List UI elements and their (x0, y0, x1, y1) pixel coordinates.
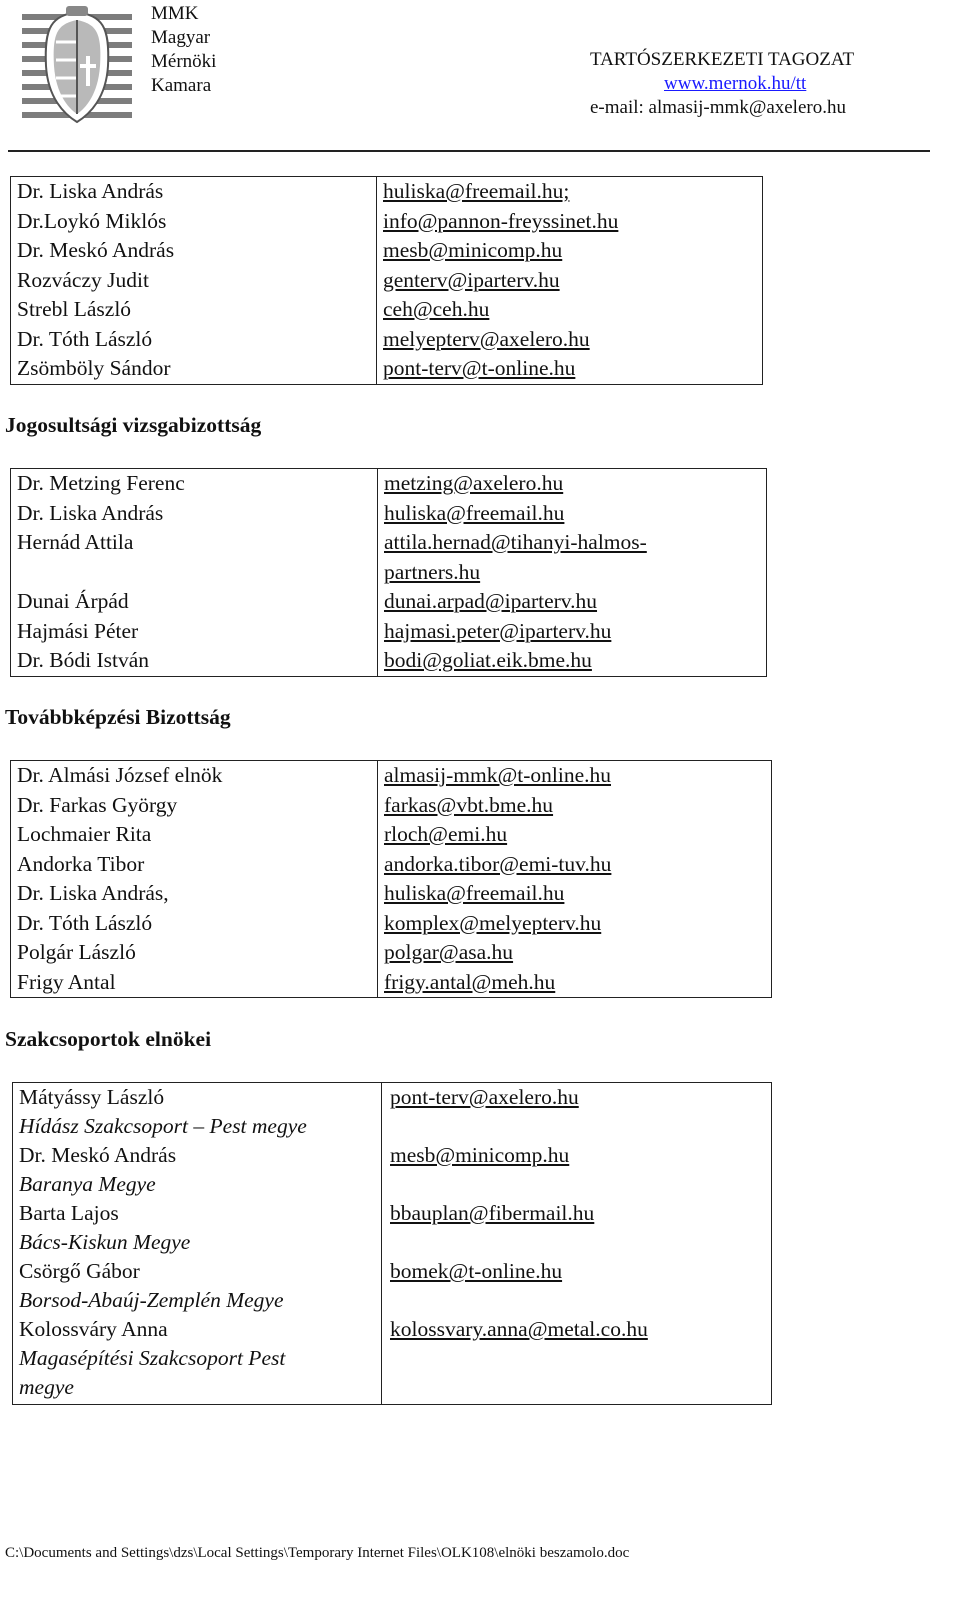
header-email: e-mail: almasij-mmk@axelero.hu (590, 97, 846, 118)
member-email[interactable]: info@pannon-freyssinet.hu (383, 208, 619, 233)
section-heading-exam-committee: Jogosultsági vizsgabizottság (5, 413, 262, 437)
chair-entry (19, 1141, 381, 1199)
chair-name: Barta Lajos (19, 1201, 119, 1225)
chair-entry (19, 1199, 381, 1257)
chair-email[interactable]: bbauplan@fibermail.hu (390, 1201, 595, 1225)
org-line: Kamara (151, 75, 212, 96)
org-name (151, 2, 216, 98)
chair-entry (19, 1257, 381, 1315)
member-name: Dr. Liska András, (17, 881, 169, 905)
member-name: Dunai Árpád (17, 589, 129, 613)
chair-name: Mátyássy László (19, 1085, 165, 1109)
member-name: Dr. Farkas György (17, 792, 178, 817)
member-name: Dr. Almási József elnök (17, 763, 223, 787)
member-name: Polgár László (17, 940, 136, 964)
member-name: Strebl László (17, 297, 132, 321)
exam-committee-table (10, 468, 767, 677)
member-name: Frigy Antal (17, 969, 116, 994)
member-email[interactable]: polgar@asa.hu (384, 940, 514, 964)
member-email[interactable]: attila.hernad@tihanyi-halmos- (384, 530, 647, 554)
names-cell (11, 761, 378, 998)
member-name: Rozváczy Judit (17, 267, 149, 292)
emails-cell (378, 761, 772, 998)
names-cell (11, 177, 377, 385)
member-name: Hernád Attila (17, 530, 134, 554)
chair-name: Dr. Meskó András (19, 1143, 177, 1167)
member-email[interactable]: dunai.arpad@iparterv.hu (384, 589, 598, 613)
member-email[interactable]: farkas@vbt.bme.hu (384, 792, 554, 817)
chair-name: Csörgő Gábor (19, 1259, 140, 1283)
member-name: Dr.Loykó Miklós (17, 208, 167, 233)
member-name: Dr. Liska András (17, 179, 164, 203)
chair-group: Borsod-Abaúj-Zemplén Megye (19, 1288, 284, 1312)
mmk-logo (22, 6, 132, 126)
chair-group: Bács-Kiskun Megye (19, 1230, 191, 1254)
chairs-cell (13, 1083, 382, 1405)
website-link[interactable]: www.mernok.hu/tt (664, 73, 807, 94)
member-name: Dr. Bódi István (17, 648, 149, 672)
member-email[interactable]: melyepterv@axelero.hu (383, 326, 590, 351)
section-header (590, 48, 854, 120)
member-email[interactable]: huliska@freemail.hu (384, 500, 565, 525)
member-name: Hajmási Péter (17, 618, 139, 643)
org-line: Mérnöki (151, 51, 217, 72)
org-line: Magyar (151, 27, 211, 48)
chair-email[interactable]: bomek@t-online.hu (390, 1259, 563, 1283)
member-email[interactable]: genterv@iparterv.hu (383, 267, 560, 292)
coat-of-arms-icon (22, 6, 132, 126)
member-email[interactable]: almasij-mmk@t-online.hu (384, 763, 611, 787)
member-name: Dr. Metzing Ferenc (17, 471, 185, 495)
member-email[interactable]: huliska@freemail.hu; (383, 179, 570, 203)
file-path-footer: C:\Documents and Settings\dzs\Local Settings\Temporary Internet Files\OLK108\elnöki beszamolo.doc (5, 1545, 630, 1561)
member-name: Dr. Meskó András (17, 238, 175, 262)
member-email[interactable]: rloch@emi.hu (384, 822, 508, 846)
member-email[interactable]: komplex@melyepterv.hu (384, 910, 602, 935)
section-heading-group-chairs: Szakcsoportok elnökei (5, 1027, 212, 1051)
chair-emails-cell (382, 1083, 772, 1405)
member-email[interactable]: metzing@axelero.hu (384, 471, 564, 495)
training-committee-table (10, 760, 772, 998)
member-email[interactable]: pont-terv@t-online.hu (383, 356, 576, 380)
member-name: Dr. Liska András (17, 500, 164, 525)
member-name (17, 558, 377, 588)
member-name: Dr. Tóth László (17, 326, 153, 351)
chair-group: Baranya Megye (19, 1172, 156, 1196)
member-email-continued[interactable]: partners.hu (384, 559, 481, 584)
member-email[interactable]: ceh@ceh.hu (383, 297, 490, 321)
chair-group: Hídász Szakcsoport – Pest megye (19, 1114, 307, 1138)
chair-name: Kolossváry Anna (19, 1317, 168, 1341)
chair-email[interactable]: pont-terv@axelero.hu (390, 1085, 579, 1109)
group-chairs-table (12, 1082, 772, 1405)
chair-email[interactable]: mesb@minicomp.hu (390, 1143, 570, 1167)
members-table (10, 176, 763, 385)
member-name: Andorka Tibor (17, 851, 145, 876)
chair-group: Magasépítési Szakcsoport Pest megye (19, 1346, 286, 1399)
org-line: MMK (151, 3, 199, 24)
names-cell (11, 469, 378, 677)
emails-cell (377, 177, 763, 385)
chair-email[interactable]: kolossvary.anna@metal.co.hu (390, 1317, 648, 1341)
table-row (13, 1083, 772, 1405)
table-row (11, 761, 772, 998)
member-email[interactable]: bodi@goliat.eik.bme.hu (384, 648, 592, 672)
member-email[interactable]: huliska@freemail.hu (384, 881, 565, 905)
member-name: Zsömböly Sándor (17, 356, 171, 380)
member-email[interactable]: frigy.antal@meh.hu (384, 969, 556, 994)
member-email[interactable]: hajmasi.peter@iparterv.hu (384, 618, 612, 643)
member-email[interactable]: andorka.tibor@emi-tuv.hu (384, 851, 612, 876)
table-row (11, 177, 763, 385)
website-row (590, 72, 854, 96)
emails-cell (378, 469, 767, 677)
header-divider (8, 150, 930, 152)
member-name: Dr. Tóth László (17, 910, 153, 935)
section-heading-training-committee: Továbbképzési Bizottság (5, 705, 231, 729)
section-title: TARTÓSZERKEZETI TAGOZAT (590, 49, 855, 70)
chair-entry (19, 1083, 381, 1141)
member-email[interactable]: mesb@minicomp.hu (383, 238, 563, 262)
table-row (11, 469, 767, 677)
chair-entry (19, 1315, 381, 1402)
member-name: Lochmaier Rita (17, 822, 152, 846)
